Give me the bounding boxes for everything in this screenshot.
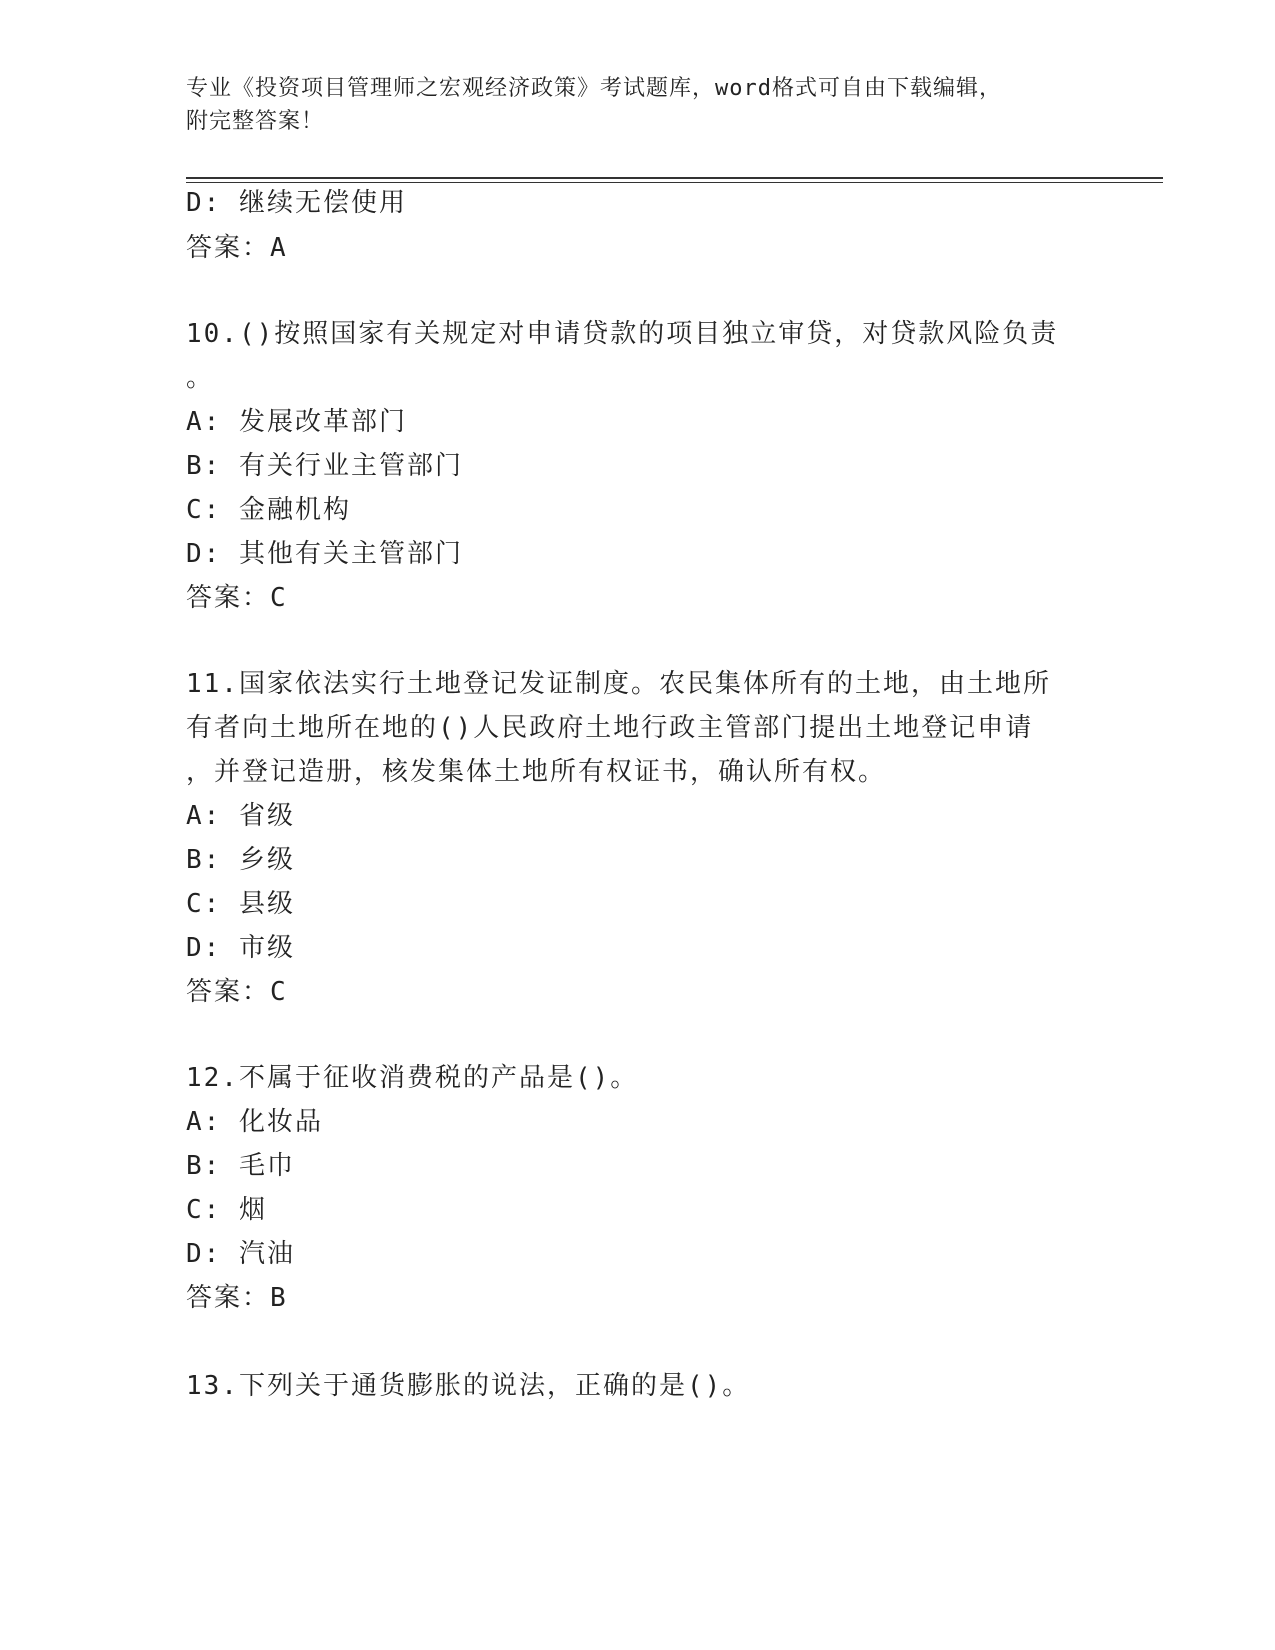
q11-option-b: B: 乡级 xyxy=(186,845,295,875)
q10-option-d: D: 其他有关主管部门 xyxy=(186,539,463,569)
answer-label: 答案： xyxy=(186,233,271,263)
prev-option-d: D: 继续无偿使用 xyxy=(186,188,407,218)
answer-key: C xyxy=(270,583,288,613)
q11-text-line-1: 11.国家依法实行土地登记发证制度。农民集体所有的土地，由土地所 xyxy=(186,669,1051,699)
answer-label: 答案： xyxy=(186,583,271,613)
q12-option-c: C: 烟 xyxy=(186,1195,267,1225)
header-line-1: 专业《投资项目管理师之宏观经济政策》考试题库，word格式可自由下载编辑， xyxy=(186,76,1002,101)
q10-answer xyxy=(186,582,288,614)
q12-answer xyxy=(186,1282,288,1314)
answer-key: A xyxy=(270,233,288,263)
q10-text-line-1: 10.()按照国家有关规定对申请贷款的项目独立审贷，对贷款风险负责 xyxy=(186,319,1059,349)
answer-label: 答案： xyxy=(186,1283,271,1313)
answer-key: C xyxy=(270,977,288,1007)
header-line-2: 附完整答案！ xyxy=(186,109,325,134)
q12-option-a: A: 化妆品 xyxy=(186,1107,323,1137)
q11-text-line-2: 有者向土地所在地的()人民政府土地行政主管部门提出土地登记申请 xyxy=(186,713,1034,743)
q12-option-b: B: 毛巾 xyxy=(186,1151,295,1181)
q11-answer xyxy=(186,976,288,1008)
q11-option-a: A: 省级 xyxy=(186,801,295,831)
q10-option-a: A: 发展改革部门 xyxy=(186,407,407,437)
q13-text-line-1: 13.下列关于通货膨胀的说法，正确的是()。 xyxy=(186,1371,751,1401)
prev-answer xyxy=(186,232,288,264)
q11-option-c: C: 县级 xyxy=(186,889,295,919)
document-header xyxy=(186,72,1086,138)
answer-label: 答案： xyxy=(186,977,271,1007)
q12-text-line-1: 12.不属于征收消费税的产品是()。 xyxy=(186,1063,639,1093)
q12-option-d: D: 汽油 xyxy=(186,1239,295,1269)
q10-text-line-2: 。 xyxy=(186,363,215,393)
q11-text-line-3: ，并登记造册，核发集体土地所有权证书，确认所有权。 xyxy=(186,757,887,787)
q11-option-d: D: 市级 xyxy=(186,933,295,963)
answer-key: B xyxy=(270,1283,288,1313)
q10-option-b: B: 有关行业主管部门 xyxy=(186,451,463,481)
q10-option-c: C: 金融机构 xyxy=(186,495,351,525)
header-divider xyxy=(186,177,1163,183)
